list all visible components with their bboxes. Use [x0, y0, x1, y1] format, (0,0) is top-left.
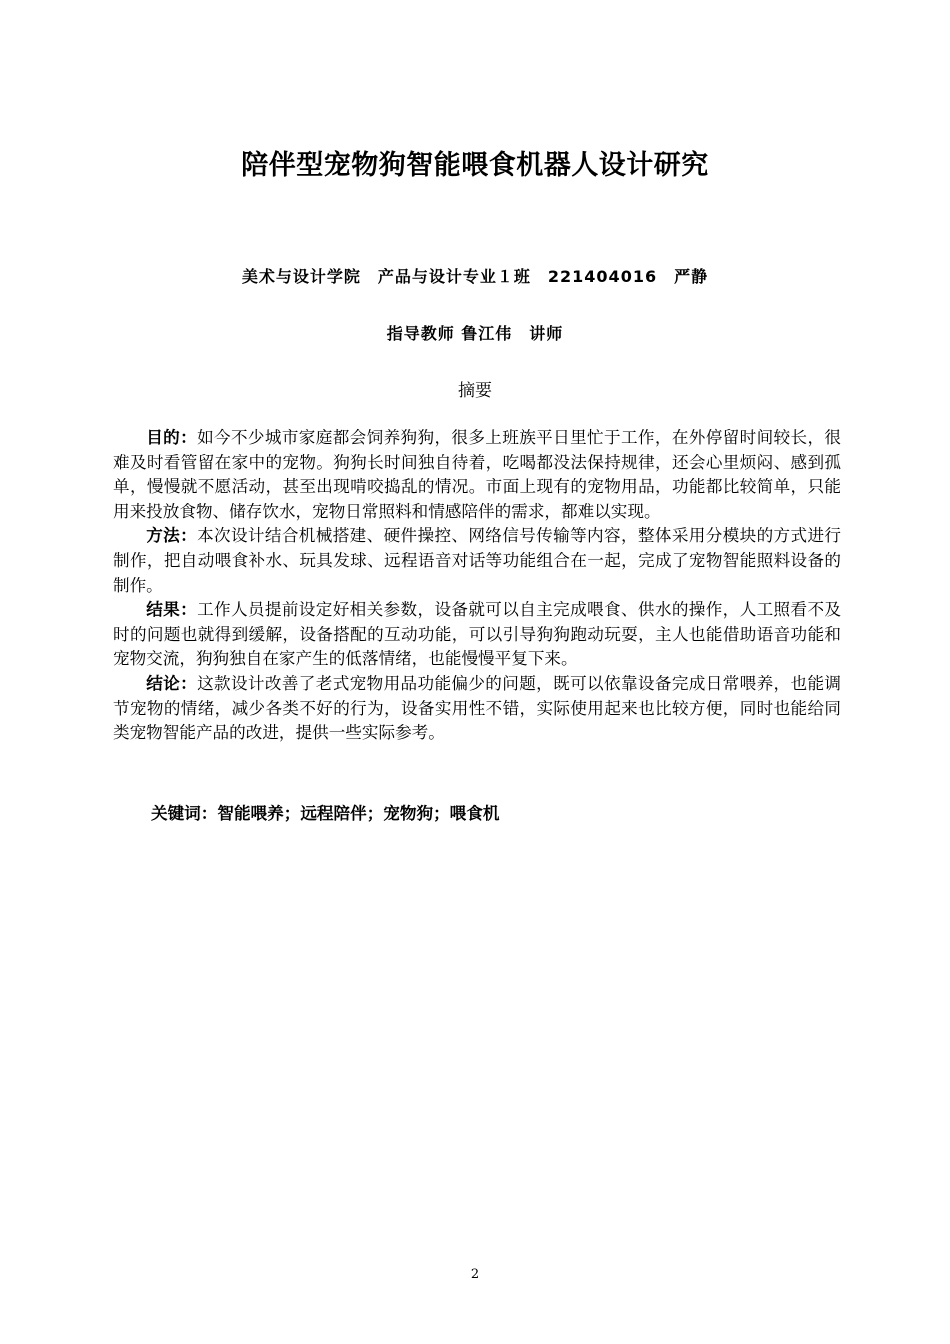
method-label: 方法：	[146, 526, 198, 546]
abstract-method-paragraph	[113, 524, 841, 598]
abstract-body	[113, 426, 841, 746]
abstract-conclusion-paragraph	[113, 672, 841, 746]
method-text: 本次设计结合机械搭建、硬件操控、网络信号传输等内容，整体采用分模块的方式进行制作，把自动喂食补水、玩具发球、远程语音对话等功能组合在一起，完成了宠物智能照料设备的制作。	[113, 526, 842, 595]
conclusion-label: 结论：	[146, 673, 198, 693]
paper-title: 陪伴型宠物狗智能喂食机器人设计研究	[241, 150, 709, 181]
result-text: 工作人员提前设定好相关参数，设备就可以自主完成喂食、供水的操作，人工照看不及时的问题也就得到缓解，设备搭配的互动功能，可以引导狗狗跑动玩耍，主人也能借助语音功能和宠物交流，狗狗独自在家产生的低落情绪，也能慢慢平复下来。	[113, 600, 842, 669]
conclusion-text: 这款设计改善了老式宠物用品功能偏少的问题，既可以依靠设备完成日常喂养，也能调节宠物的情绪，减少各类不好的行为，设备实用性不错，实际使用起来也比较方便，同时也能给同类宠物智能产品的改进，提供一些实际参考。	[113, 673, 842, 743]
page-number: 2	[470, 1267, 480, 1282]
abstract-heading: 摘要	[458, 381, 492, 401]
abstract-purpose-paragraph	[113, 426, 841, 524]
purpose-text: 如今不少城市家庭都会饲养狗狗，很多上班族平日里忙于工作，在外停留时间较长，很难及时看管留在家中的宠物。狗狗长时间独自待着，吃喝都没法保持规律，还会心里烦闷、感到孤单，慢慢就不愿活动，甚至出现啃咬捣乱的情况。市面上现有的宠物用品，功能都比较简单，只能用来投放食物、储存饮水，宠物日常照料和情感陪伴的需求，都难以实现。	[113, 428, 842, 521]
result-label: 结果：	[146, 600, 198, 620]
purpose-label: 目的：	[146, 428, 198, 447]
keywords-line: 关键词：智能喂养；远程陪伴；宠物狗；喂食机	[151, 804, 500, 823]
advisor-line: 指导教师 鲁江伟 讲师	[386, 324, 564, 343]
abstract-result-paragraph	[113, 598, 841, 672]
author-line: 美术与设计学院 产品与设计专业１班 221404016 严静	[241, 267, 709, 286]
